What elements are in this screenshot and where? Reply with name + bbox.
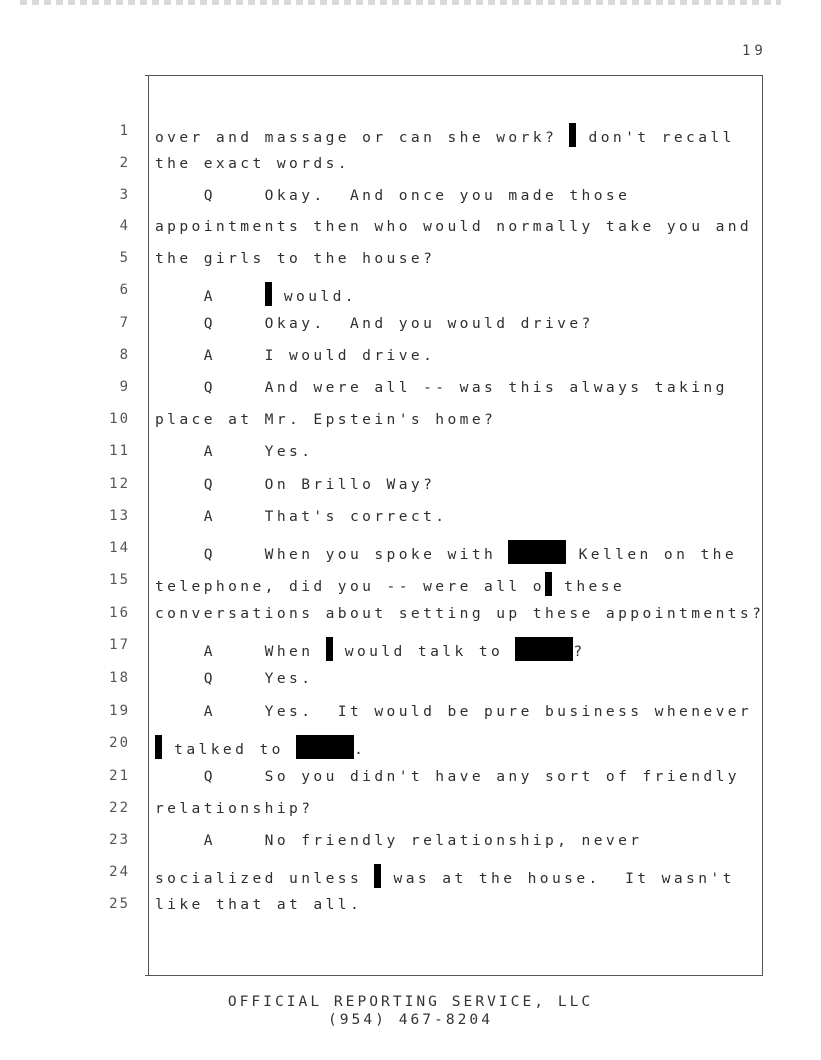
footer-company-name: OFFICIAL REPORTING SERVICE, LLC	[227, 993, 594, 1010]
line-number: 9	[119, 379, 130, 395]
line-number: 10	[109, 411, 130, 427]
text-segment: A I would drive.	[155, 347, 436, 364]
footer-phone-number: (954) 467-8204	[327, 1011, 493, 1028]
line-number: 24	[109, 864, 130, 880]
line-number: 21	[109, 768, 130, 784]
line-number: 12	[109, 476, 130, 492]
text-segment: appointments then who would normally take you and	[155, 218, 753, 235]
transcript-line	[155, 347, 435, 364]
text-segment: the exact words.	[155, 155, 350, 172]
transcript-line	[155, 572, 625, 596]
transcript-line	[155, 187, 630, 204]
text-segment: A No friendly relationship, never	[155, 832, 643, 849]
redaction-bar	[508, 540, 566, 564]
text-segment: telephone, did you -- were all o	[155, 578, 545, 595]
text-segment: like that at all.	[155, 896, 363, 913]
redaction-bar	[515, 637, 573, 661]
transcript-line	[155, 896, 362, 913]
text-segment: would.	[271, 288, 357, 305]
text-segment: Q When you spoke with	[155, 546, 509, 563]
transcript-line	[155, 411, 496, 428]
line-number: 11	[109, 443, 130, 459]
transcript-frame-left-rule	[148, 75, 149, 975]
redaction-bar	[545, 572, 552, 596]
text-segment: over and massage or can she work?	[155, 129, 570, 146]
transcript-line	[155, 476, 435, 493]
text-segment: place at Mr. Epstein's home?	[155, 411, 497, 428]
transcript-line	[155, 443, 313, 460]
text-segment: would talk to	[332, 643, 516, 660]
line-number: 8	[119, 347, 130, 363]
text-segment: Q Okay. And you would drive?	[155, 315, 594, 332]
line-number: 22	[109, 800, 130, 816]
text-segment: Kellen on the	[566, 546, 738, 563]
transcript-frame-right-rule	[762, 75, 763, 975]
text-segment: talked to	[162, 741, 297, 758]
line-number: 4	[119, 218, 130, 234]
transcript-line	[155, 250, 435, 267]
transcript-line	[155, 508, 447, 525]
redaction-bar	[155, 735, 162, 759]
line-number: 17	[109, 637, 130, 653]
line-number: 2	[119, 155, 130, 171]
redaction-bar	[296, 735, 354, 759]
transcript-line	[155, 800, 313, 817]
transcript-line	[155, 315, 594, 332]
redaction-bar	[326, 637, 333, 661]
line-number: 20	[109, 735, 130, 751]
page-number: 19	[742, 43, 767, 59]
transcript-frame-bottom-rule	[145, 975, 763, 976]
transcript-line	[155, 832, 642, 849]
text-segment: don't recall	[576, 129, 735, 146]
transcript-line	[155, 282, 357, 306]
text-segment: relationship?	[155, 800, 314, 817]
line-number: 5	[119, 250, 130, 266]
text-segment: the girls to the house?	[155, 250, 436, 267]
text-segment: A Yes. It would be pure business whenever	[155, 703, 753, 720]
line-number: 7	[119, 315, 130, 331]
line-number: 15	[109, 572, 130, 588]
line-number: 19	[109, 703, 130, 719]
transcript-line	[155, 540, 737, 564]
text-segment: A That's correct.	[155, 508, 448, 525]
text-segment: Q On Brillo Way?	[155, 476, 436, 493]
transcript-frame-top-rule	[145, 75, 763, 76]
transcript-line	[155, 155, 350, 172]
line-number: 1	[119, 123, 130, 139]
text-segment: Q So you didn't have any sort of friendly	[155, 768, 740, 785]
line-number: 18	[109, 670, 130, 686]
text-segment: was at the house. It wasn't	[381, 870, 735, 887]
text-segment: socialized unless	[155, 870, 375, 887]
transcript-line	[155, 605, 764, 622]
text-segment: conversations about setting up these appointments?	[155, 605, 765, 622]
line-number: 16	[109, 605, 130, 621]
transcript-line	[155, 637, 586, 661]
scan-artifact-strip	[20, 0, 781, 5]
transcript-line	[155, 768, 740, 785]
text-segment: A Yes.	[155, 443, 314, 460]
text-segment: Q Okay. And once you made those	[155, 187, 631, 204]
line-number: 23	[109, 832, 130, 848]
text-segment: these	[551, 578, 626, 595]
transcript-line	[155, 123, 735, 147]
line-number: 13	[109, 508, 130, 524]
line-number: 6	[119, 282, 130, 298]
text-segment: A	[155, 288, 265, 305]
transcript-line	[155, 703, 752, 720]
transcript-line	[155, 735, 366, 759]
text-segment: A When	[155, 643, 326, 660]
text-segment: ?	[573, 643, 586, 660]
line-number: 25	[109, 896, 130, 912]
text-segment: .	[354, 741, 367, 758]
line-number: 14	[109, 540, 130, 556]
redaction-bar	[265, 282, 272, 306]
transcript-line	[155, 379, 728, 396]
transcript-line	[155, 218, 752, 235]
transcript-line	[155, 670, 313, 687]
transcript-line	[155, 864, 735, 888]
text-segment: Q And were all -- was this always taking	[155, 379, 728, 396]
line-number: 3	[119, 187, 130, 203]
text-segment: Q Yes.	[155, 670, 314, 687]
